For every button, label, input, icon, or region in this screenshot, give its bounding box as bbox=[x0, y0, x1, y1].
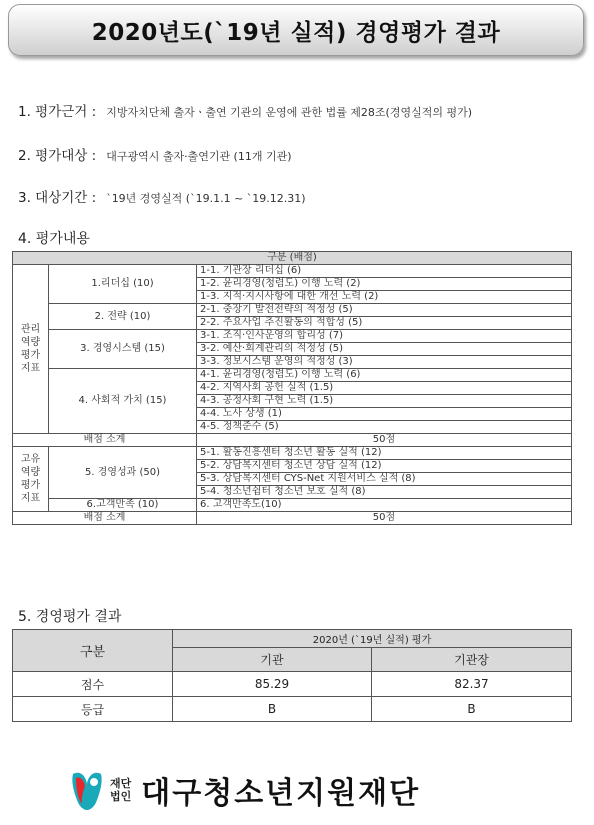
sub-item: 2-2. 주요사업 추진활동의 적합성 (5) bbox=[197, 317, 572, 330]
table-row bbox=[13, 499, 572, 512]
result-cell: B bbox=[372, 697, 572, 722]
category-name: 4. 사회적 가치 (15) bbox=[49, 369, 197, 434]
sub-item: 1-1. 기관장 리더십 (6) bbox=[197, 265, 572, 278]
sub-item: 5-4. 청소년쉼터 청소년 보호 실적 (8) bbox=[197, 486, 572, 499]
table-header: 구분 (배점) bbox=[13, 252, 572, 265]
result-cell: 82.37 bbox=[372, 672, 572, 697]
item-basis bbox=[18, 100, 472, 120]
item-target-value: 대구광역시 출자·출연기관 (11개 기관) bbox=[106, 150, 292, 163]
category-name: 6.고객만족 (10) bbox=[49, 499, 197, 512]
org-type bbox=[110, 777, 131, 803]
result-row-label: 등급 bbox=[13, 697, 173, 722]
sub-item: 5-1. 활동진흥센터 청소년 활동 실적 (12) bbox=[197, 447, 572, 460]
sub-item: 4-1. 윤리경영(청렴도) 이행 노력 (6) bbox=[197, 369, 572, 382]
group2-label-text: 고유 역량 평가 지표 bbox=[20, 454, 41, 504]
sub-item: 4-3. 공정사회 구현 노력 (1.5) bbox=[197, 395, 572, 408]
sub-item: 2-1. 중장기 발전전략의 적정성 (5) bbox=[197, 304, 572, 317]
sub-item: 4-5. 정책준수 (5) bbox=[197, 421, 572, 434]
category-name: 2. 전략 (10) bbox=[49, 304, 197, 330]
item-basis-value: 지방자치단체 출자ㆍ출연 기관의 운영에 관한 법률 제28조(경영실적의 평가) bbox=[106, 106, 473, 119]
item-period-label: 3. 대상기간 : bbox=[18, 190, 97, 206]
sub-item: 1-2. 윤리경영(청렴도) 이행 노력 (2) bbox=[197, 278, 572, 291]
table-row bbox=[13, 252, 572, 265]
item-period-value: `19년 경영실적 (`19.1.1 ~ `19.12.31) bbox=[106, 192, 306, 205]
sub-item: 4-4. 노사 상생 (1) bbox=[197, 408, 572, 421]
subtotal-label: 배점 소계 bbox=[13, 512, 197, 525]
result-col-head: 기관장 bbox=[372, 648, 572, 672]
page-title: 2020년도(`19년 실적) 경영평가 결과 bbox=[91, 19, 501, 46]
table-row bbox=[13, 672, 572, 697]
group1-label-text: 관리 역량 평가 지표 bbox=[20, 324, 41, 374]
category-name: 5. 경영성과 (50) bbox=[49, 447, 197, 499]
foundation-logo-icon bbox=[70, 768, 104, 812]
item-basis-label: 1. 평가근거 : bbox=[18, 104, 97, 120]
subtotal-label: 배점 소계 bbox=[13, 434, 197, 447]
group1-label bbox=[13, 265, 49, 434]
org-type-line1: 재단 bbox=[110, 777, 132, 790]
table-row bbox=[13, 265, 572, 278]
sub-item: 3-2. 예산·회계관리의 적정성 (5) bbox=[197, 343, 572, 356]
footer bbox=[70, 765, 530, 815]
result-cell: 85.29 bbox=[173, 672, 372, 697]
table-row bbox=[13, 630, 572, 648]
result-col-org: 기관 bbox=[173, 648, 372, 672]
sub-item: 3-3. 정보시스템 운영의 적정성 (3) bbox=[197, 356, 572, 369]
result-table bbox=[12, 629, 572, 722]
table-row bbox=[13, 330, 572, 343]
category-name: 3. 경영시스템 (15) bbox=[49, 330, 197, 369]
table-row bbox=[13, 512, 572, 525]
result-col-group: 구분 bbox=[13, 630, 173, 672]
item-target bbox=[18, 144, 292, 164]
org-name: 대구청소년지원재단 bbox=[141, 776, 421, 811]
group2-label bbox=[13, 447, 49, 512]
subtotal-value: 50점 bbox=[197, 512, 572, 525]
table-row bbox=[13, 447, 572, 460]
category-name: 1.리더십 (10) bbox=[49, 265, 197, 304]
item-period bbox=[18, 186, 306, 206]
table-row bbox=[13, 304, 572, 317]
sub-item: 1-3. 지적·지시사항에 대한 개선 노력 (2) bbox=[197, 291, 572, 304]
result-cell: B bbox=[173, 697, 372, 722]
section4-title: 4. 평가내용 bbox=[18, 231, 90, 247]
sub-item: 5-2. 상담복지센터 청소년 상담 실적 (12) bbox=[197, 460, 572, 473]
table-row bbox=[13, 697, 572, 722]
item-target-label: 2. 평가대상 : bbox=[18, 148, 97, 164]
sub-item: 5-3. 상담복지센터 CYS-Net 지원서비스 실적 (8) bbox=[197, 473, 572, 486]
result-period: 2020년 (`19년 실적) 평가 bbox=[173, 630, 572, 648]
subtotal-value: 50점 bbox=[197, 434, 572, 447]
sub-item: 4-2. 지역사회 공헌 실적 (1.5) bbox=[197, 382, 572, 395]
title-banner bbox=[8, 4, 584, 56]
result-row-label: 점수 bbox=[13, 672, 173, 697]
section5-title: 5. 경영평가 결과 bbox=[18, 609, 122, 625]
sub-item: 6. 고객만족도(10) bbox=[197, 499, 572, 512]
sub-item: 3-1. 조직·인사운영의 합리성 (7) bbox=[197, 330, 572, 343]
table-row bbox=[13, 369, 572, 382]
evaluation-table bbox=[12, 251, 572, 525]
table-row bbox=[13, 434, 572, 447]
org-type-line2: 법인 bbox=[110, 790, 132, 803]
